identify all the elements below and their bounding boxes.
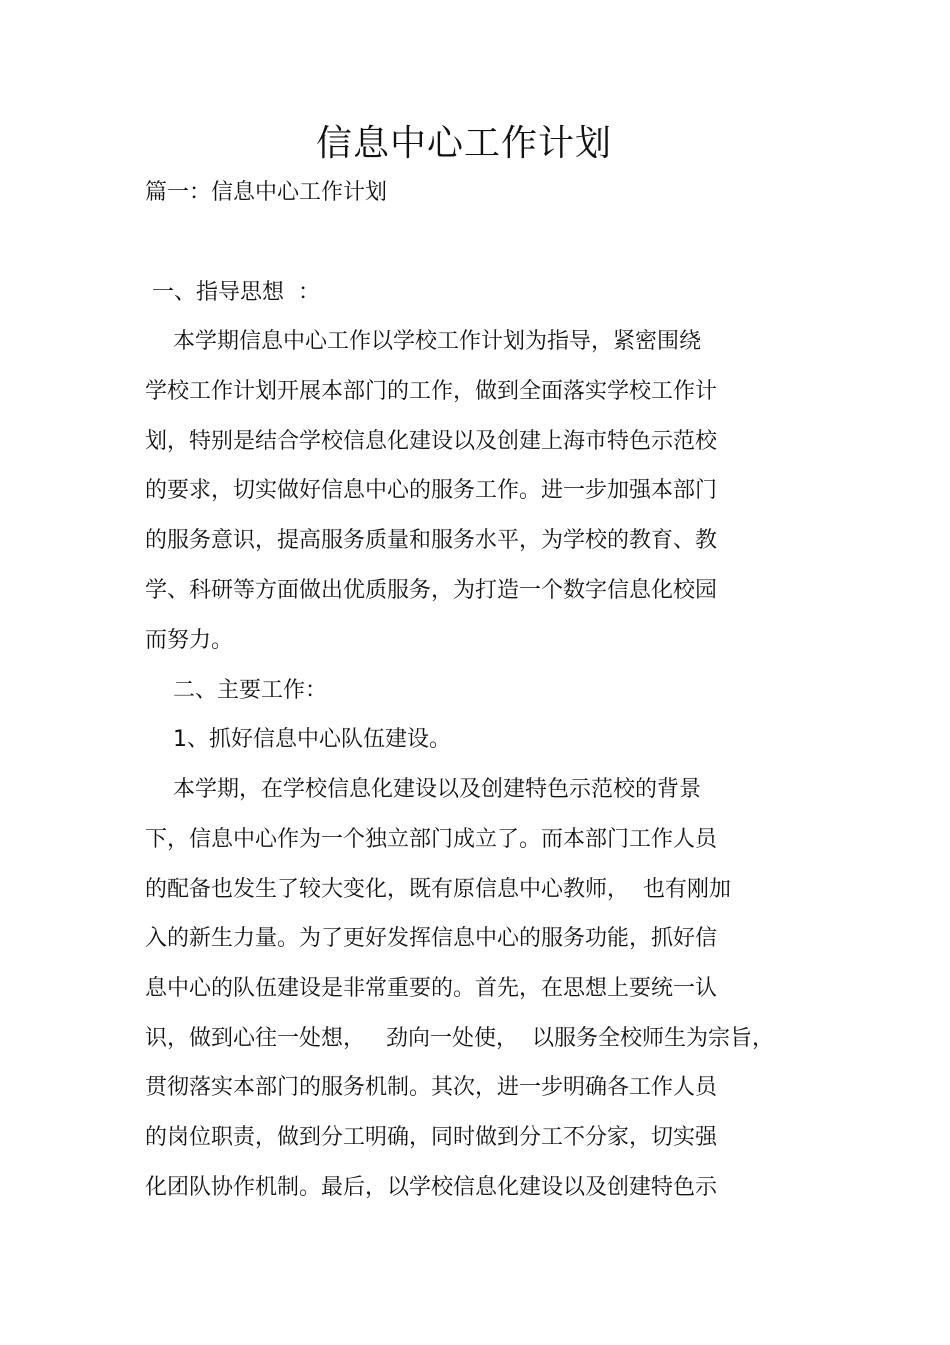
section-heading-main-work: 二、主要工作： — [145, 678, 327, 703]
paragraph-line: 入的新生力量。为了更好发挥信息中心的服务功能，抓好信 — [145, 926, 718, 951]
paragraph-line: 下，信息中心作为一个独立部门成立了。而本部门工作人员 — [145, 827, 718, 852]
paragraph-line: 的服务意识，提高服务质量和服务水平，为学校的教育、教 — [145, 528, 718, 553]
section-heading-guiding-thought: 一、指导思想 ： — [145, 280, 320, 305]
document-title: 信息中心工作计划 — [315, 123, 612, 164]
paragraph-line: 划，特别是结合学校信息化建设以及创建上海市特色示范校 — [145, 429, 718, 454]
paragraph-line: 的要求，切实做好信息中心的服务工作。进一步加强本部门 — [145, 478, 718, 503]
paragraph-line: 的岗位职责，做到分工明确，同时做到分工不分家，切实强 — [145, 1125, 718, 1150]
paragraph-line: 本学期，在学校信息化建设以及创建特色示范校的背景 — [145, 777, 701, 802]
paragraph-line: 学、科研等方面做出优质服务，为打造一个数字信息化校园 — [145, 578, 718, 603]
paragraph-line: 而努力。 — [145, 628, 234, 653]
paragraph-line: 学校工作计划开展本部门的工作，做到全面落实学校工作计 — [145, 379, 718, 404]
paragraph-line: 息中心的队伍建设是非常重要的。首先，在思想上要统一认 — [145, 976, 718, 1001]
paragraph-line: 本学期信息中心工作以学校工作计划为指导，紧密围绕 — [145, 329, 701, 354]
document-subtitle: 篇一：信息中心工作计划 — [145, 180, 388, 205]
paragraph-line: 化团队协作机制。最后，以学校信息化建设以及创建特色示 — [145, 1175, 718, 1200]
paragraph-line: 的配备也发生了较大变化，既有原信息中心教师， 也有刚加 — [145, 877, 731, 902]
paragraph-line: 贯彻落实本部门的服务机制。其次，进一步明确各工作人员 — [145, 1075, 718, 1100]
paragraph-line: 识，做到心往一处想， 劲向一处使， 以服务全校师生为宗旨， — [145, 1026, 774, 1051]
item-heading-team-building: 1、抓好信息中心队伍建设。 — [145, 727, 451, 752]
